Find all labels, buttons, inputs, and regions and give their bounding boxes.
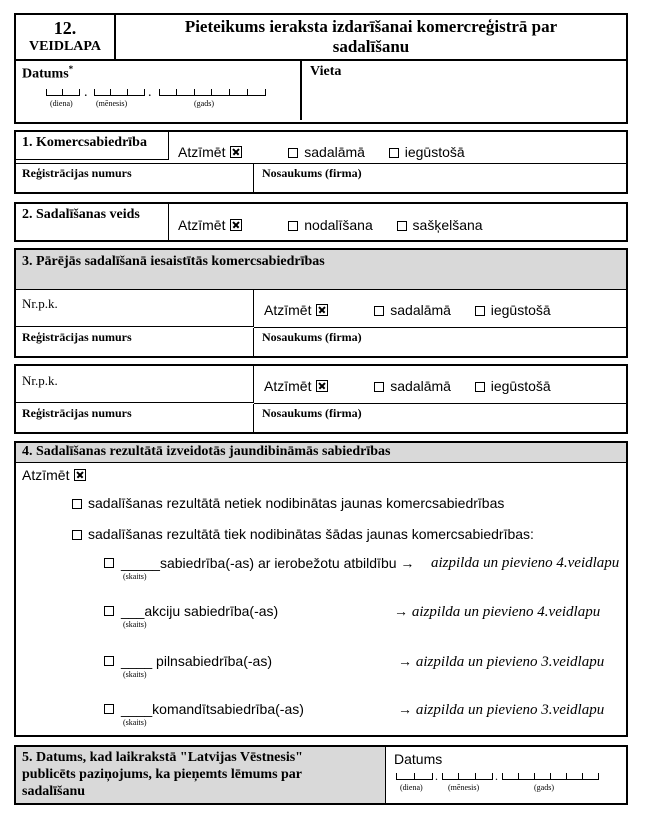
- date-label: Datums*: [22, 64, 74, 82]
- mark-x-icon: [316, 380, 328, 392]
- new-company-item: ____ pilnsabiedrība(-as) (skaits) → aizpilda un pievieno 3.veidlapu: [104, 653, 624, 683]
- year-caption: (gads): [534, 783, 554, 792]
- mark-x-icon: [316, 304, 328, 316]
- new-company-item: ____komandītsabiedrība(-as) (skaits) → aizpilda un pievieno 3.veidlapu: [104, 701, 624, 731]
- section-4-mark-row: Atzīmēt: [22, 467, 86, 483]
- section-2: [14, 202, 628, 242]
- checkbox-jsc[interactable]: [104, 606, 114, 616]
- count-caption: (skaits): [123, 572, 147, 581]
- instruction: aizpilda un pievieno 4.veidlapu: [411, 604, 601, 620]
- section-3-entry-2-mark-row: Atzīmēt sadalāmā iegūstošā: [264, 378, 551, 394]
- section-3-mark-row: Atzīmēt sadalāmā iegūstošā: [264, 302, 551, 318]
- mark-x-icon: [230, 146, 242, 158]
- name-field[interactable]: Nosaukums (firma): [262, 330, 362, 344]
- form-word: VEIDLAPA: [28, 39, 102, 54]
- section-4: [14, 441, 628, 737]
- checkbox-acquiring[interactable]: [475, 382, 485, 392]
- checkbox-split[interactable]: [397, 221, 407, 231]
- mark-x-icon: [74, 469, 86, 481]
- section-2-title: 2. Sadalīšanas veids: [16, 204, 169, 240]
- name-field[interactable]: Nosaukums (firma): [262, 166, 362, 180]
- reg-number-field[interactable]: Reģistrācijas numurs: [16, 328, 254, 356]
- checkbox-dividing[interactable]: [374, 382, 384, 392]
- section-5-date-label: Datums: [394, 751, 443, 767]
- count-caption: (skaits): [123, 718, 147, 727]
- option-new-companies[interactable]: sadalīšanas rezultātā tiek nodibinātas šādas jaunas komercsabiedrības:: [72, 526, 534, 542]
- count-blank[interactable]: ___: [121, 603, 145, 619]
- checkbox-acquiring[interactable]: [389, 148, 399, 158]
- checkbox-separation[interactable]: [288, 221, 298, 231]
- day-caption: (diena): [50, 99, 73, 108]
- instruction: aizpilda un pievieno 3.veidlapu: [415, 702, 605, 718]
- place-cell[interactable]: [300, 61, 626, 120]
- date-place-box: [14, 61, 628, 124]
- form-number-cell: [16, 15, 116, 59]
- count-caption: (skaits): [123, 670, 147, 679]
- checkbox-acquiring[interactable]: [475, 306, 485, 316]
- count-caption: (skaits): [123, 620, 147, 629]
- form-title: Pieteikums ieraksta izdarīšanai komercreģistrā par sadalīšanu: [184, 17, 558, 56]
- checkbox-new[interactable]: [72, 530, 82, 540]
- reg-number-field[interactable]: Reģistrācijas numurs: [16, 164, 254, 193]
- count-blank[interactable]: ____: [121, 653, 153, 669]
- section-3-row-1: [16, 290, 626, 356]
- section-2-mark-row: Atzīmēt nodalīšana sašķelšana: [178, 217, 483, 233]
- section-3-title: 3. Pārējās sadalīšanā iesaistītās komercsabiedrības: [16, 250, 626, 290]
- name-field[interactable]: Nosaukums (firma): [262, 406, 362, 420]
- option-no-new-companies[interactable]: sadalīšanas rezultātā netiek nodibinātas jaunas komercsabiedrības: [72, 495, 504, 511]
- section-5: [14, 745, 628, 805]
- checkbox-dividing[interactable]: [288, 148, 298, 158]
- mark-x-icon: [230, 219, 242, 231]
- form-header: [14, 13, 628, 61]
- count-blank[interactable]: ____: [121, 701, 153, 717]
- day-caption: (diena): [400, 783, 423, 792]
- section-1-fields: [16, 163, 626, 192]
- nr-field[interactable]: Nr.p.k.: [16, 366, 254, 403]
- count-blank[interactable]: _____: [121, 555, 160, 571]
- form-number: 12.: [53, 18, 77, 38]
- checkbox-ltd[interactable]: [104, 558, 114, 568]
- date-entry-field[interactable]: . . (diena) (mēnesis) (gads): [44, 87, 284, 113]
- section-1: [14, 130, 628, 194]
- place-label: Vieta: [310, 64, 342, 79]
- section-3-entry-2: [14, 364, 628, 434]
- new-company-item: _____sabiedrība(-as) ar ierobežotu atbildību → (skaits) aizpilda un pievieno 4.veidlapu: [104, 555, 624, 585]
- checkbox-no-new[interactable]: [72, 499, 82, 509]
- checkbox-dividing[interactable]: [374, 306, 384, 316]
- year-caption: (gads): [194, 99, 214, 108]
- section-5-title: 5. Datums, kad laikrakstā "Latvijas Vēstnesis" publicēts paziņojums, ka pieņemts lēmums par sadalīšanu: [16, 747, 386, 803]
- new-company-item: ___akciju sabiedrība(-as) (skaits) → aizpilda un pievieno 4.veidlapu: [104, 603, 624, 633]
- checkbox-partnership[interactable]: [104, 656, 114, 666]
- reg-number-field[interactable]: Reģistrācijas numurs: [16, 404, 254, 432]
- checkbox-limited-partnership[interactable]: [104, 704, 114, 714]
- instruction: aizpilda un pievieno 4.veidlapu: [431, 555, 620, 571]
- instruction: aizpilda un pievieno 3.veidlapu: [415, 654, 605, 670]
- section-1-title: 1. Komercsabiedrība: [16, 132, 169, 160]
- nr-field[interactable]: Nr.p.k.: [16, 290, 254, 327]
- section-1-mark-row: Atzīmēt sadalāmā iegūstošā: [178, 144, 465, 160]
- month-caption: (mēnesis): [448, 783, 480, 792]
- section-4-title: 4. Sadalīšanas rezultātā izveidotās jaundibināmās sabiedrības: [16, 443, 626, 463]
- month-caption: (mēnesis): [96, 99, 128, 108]
- section-3: [14, 248, 628, 358]
- section-5-date-field[interactable]: . . (diena) (mēnesis) (gads): [394, 771, 614, 797]
